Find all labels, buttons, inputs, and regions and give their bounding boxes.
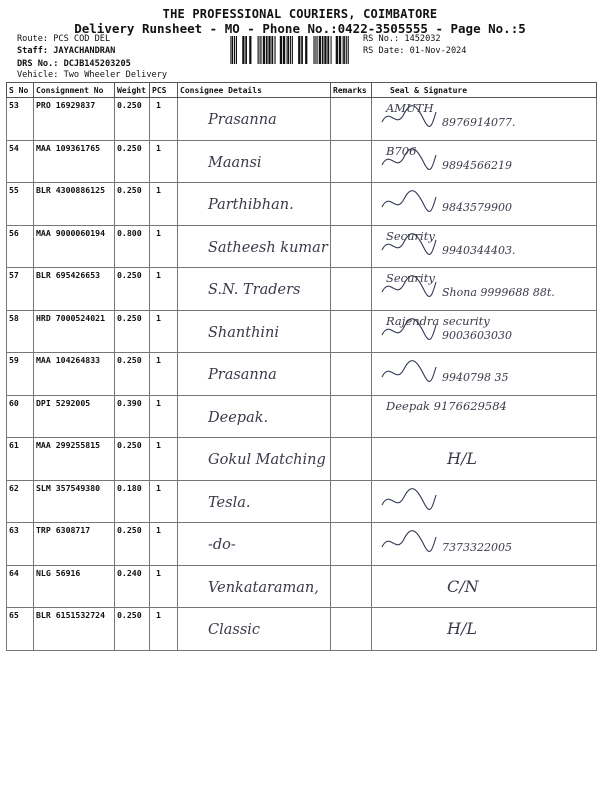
row-remarks <box>331 140 372 183</box>
barcode-bar <box>287 36 289 64</box>
row-consignment-no: BLR 4300886125 <box>34 183 115 226</box>
signature-scribble <box>378 355 438 389</box>
row-consignee <box>178 183 331 226</box>
column-header-consignment: Consignment No <box>34 83 115 98</box>
consignee-handwriting: Satheesh kumar <box>208 239 328 256</box>
barcode-bar <box>343 36 345 64</box>
consignee-handwriting: S.N. Traders <box>208 282 301 298</box>
row-signature-cell <box>372 395 597 438</box>
row-weight: 0.250 <box>115 608 150 651</box>
barcode-bar <box>336 36 338 64</box>
barcode-bar <box>260 36 261 64</box>
row-remarks <box>331 480 372 523</box>
barcode-bar <box>319 36 321 64</box>
row-consignment-no: SLM 357549380 <box>34 480 115 523</box>
rs-date: RS Date: 01-Nov-2024 <box>363 46 467 56</box>
barcode-bar <box>258 36 259 64</box>
column-header-signature: Seal & Signature <box>372 83 597 98</box>
row-pcs: 1 <box>150 353 178 396</box>
signature-handwriting: B706 <box>386 143 417 158</box>
signature-handwriting: Security <box>386 271 435 285</box>
table-row <box>7 523 597 566</box>
drs-number: DRS No.: DCJB145203205 <box>17 59 131 69</box>
row-weight: 0.240 <box>115 565 150 608</box>
signature-handwriting: Deepak 9176629584 <box>386 398 507 413</box>
barcode-bar <box>234 36 235 64</box>
barcode-bar <box>298 36 300 64</box>
row-consignee <box>178 310 331 353</box>
row-consignment-no: MAA 299255815 <box>34 438 115 481</box>
table-row <box>7 438 597 481</box>
row-consignment-no: BLR 6151532724 <box>34 608 115 651</box>
row-pcs: 1 <box>150 310 178 353</box>
row-consignee <box>178 480 331 523</box>
barcode-bar <box>292 36 293 64</box>
consignee-handwriting: Prasanna <box>208 112 277 128</box>
consignee-handwriting: Venkataraman, <box>208 579 319 596</box>
row-remarks <box>331 565 372 608</box>
row-sno: 61 <box>7 438 34 481</box>
row-pcs: 1 <box>150 565 178 608</box>
row-consignment-no: BLR 695426653 <box>34 268 115 311</box>
row-remarks <box>331 395 372 438</box>
row-sno: 65 <box>7 608 34 651</box>
table-row <box>7 608 597 651</box>
consignee-handwriting: Maansi <box>208 154 262 171</box>
consignee-handwriting: Shanthini <box>208 324 280 341</box>
row-consignment-no: HRD 7000524021 <box>34 310 115 353</box>
barcode-bar <box>327 36 329 64</box>
row-sno: 60 <box>7 395 34 438</box>
row-weight: 0.180 <box>115 480 150 523</box>
signature-handwriting: Rajendra security <box>386 313 490 328</box>
row-signature-cell <box>372 438 597 481</box>
column-header-weight: Weight <box>115 83 150 98</box>
barcode-bar <box>231 36 233 64</box>
table-row <box>7 268 597 311</box>
row-pcs: 1 <box>150 608 178 651</box>
row-remarks <box>331 523 372 566</box>
vehicle-label: Vehicle: Two Wheeler Delivery <box>17 70 168 80</box>
row-signature-cell <box>372 225 597 268</box>
row-pcs: 1 <box>150 140 178 183</box>
page-title: THE PROFESSIONAL COURIERS, COIMBATORE <box>162 7 438 21</box>
row-consignment-no: MAA 9000060194 <box>34 225 115 268</box>
row-consignment-no: PRO 16929837 <box>34 98 115 141</box>
barcode-bar <box>313 36 314 64</box>
row-consignee <box>178 395 331 438</box>
row-remarks <box>331 310 372 353</box>
table-row <box>7 183 597 226</box>
table-row <box>7 395 597 438</box>
barcode-bar <box>249 36 251 64</box>
row-sno: 54 <box>7 140 34 183</box>
barcode-bar <box>322 36 324 64</box>
page-subtitle: Delivery Runsheet - MO - Phone No.:0422-3505555 - Page No.:5 <box>74 21 526 36</box>
signature-handwriting: AMUTH <box>386 101 434 115</box>
barcode-bar <box>305 36 307 64</box>
row-sno: 58 <box>7 310 34 353</box>
row-weight: 0.250 <box>115 140 150 183</box>
row-consignee <box>178 140 331 183</box>
barcode-bar <box>242 36 244 64</box>
barcode-bar <box>315 36 316 64</box>
row-weight: 0.250 <box>115 98 150 141</box>
row-weight: 0.250 <box>115 268 150 311</box>
row-signature-cell <box>372 268 597 311</box>
barcode-bar <box>268 36 270 64</box>
signature-handwriting: C/N <box>447 576 479 596</box>
row-consignee <box>178 268 331 311</box>
row-remarks <box>331 225 372 268</box>
barcode-bar <box>317 36 318 64</box>
row-sno: 57 <box>7 268 34 311</box>
barcode-bar <box>230 36 231 64</box>
row-signature-cell <box>372 310 597 353</box>
table-row <box>7 98 597 141</box>
signature-handwriting: Security <box>386 228 435 243</box>
row-remarks <box>331 183 372 226</box>
barcode-bar <box>245 36 247 64</box>
route-label: Route: PCS COD DEL <box>17 34 111 44</box>
row-remarks <box>331 98 372 141</box>
row-consignment-no: MAA 104264833 <box>34 353 115 396</box>
row-pcs: 1 <box>150 480 178 523</box>
row-remarks <box>331 353 372 396</box>
table-row <box>7 353 597 396</box>
row-consignee <box>178 98 331 141</box>
row-sno: 53 <box>7 98 34 141</box>
barcode-bar <box>266 36 268 64</box>
barcode-bar <box>236 36 237 64</box>
row-weight: 0.390 <box>115 395 150 438</box>
row-sno: 59 <box>7 353 34 396</box>
row-remarks <box>331 438 372 481</box>
row-sno: 63 <box>7 523 34 566</box>
staff-label: Staff: JAYACHANDRAN <box>17 46 116 56</box>
row-pcs: 1 <box>150 225 178 268</box>
row-pcs: 1 <box>150 395 178 438</box>
row-signature-cell <box>372 565 597 608</box>
row-weight: 0.250 <box>115 310 150 353</box>
barcode-bar <box>290 36 291 64</box>
row-consignee <box>178 523 331 566</box>
barcode-bar <box>283 36 285 64</box>
column-header-consignee: Consignee Details <box>178 83 331 98</box>
row-weight: 0.800 <box>115 225 150 268</box>
barcode-bar <box>274 36 275 64</box>
rs-number: RS No.: 1452032 <box>363 34 441 44</box>
barcode-bar <box>348 36 349 64</box>
signature-phone-handwriting: 9894566219 <box>442 158 512 172</box>
row-sno: 56 <box>7 225 34 268</box>
consignee-handwriting: Classic <box>208 622 261 638</box>
row-pcs: 1 <box>150 98 178 141</box>
table-row <box>7 565 597 608</box>
column-header-remarks: Remarks <box>331 83 372 98</box>
table-row <box>7 480 597 523</box>
row-weight: 0.250 <box>115 523 150 566</box>
row-consignment-no: NLG 56916 <box>34 565 115 608</box>
row-consignment-no: DPI 5292005 <box>34 395 115 438</box>
row-consignment-no: TRP 6308717 <box>34 523 115 566</box>
signature-phone-handwriting: 8976914077. <box>442 116 516 129</box>
barcode-bar <box>330 36 331 64</box>
row-remarks <box>331 268 372 311</box>
signature-phone-handwriting: 9940798 35 <box>442 371 509 384</box>
row-sno: 55 <box>7 183 34 226</box>
consignee-handwriting: Gokul Matching <box>208 452 326 468</box>
row-pcs: 1 <box>150 438 178 481</box>
row-consignee <box>178 438 331 481</box>
signature-phone-handwriting: 9940344403. <box>442 243 516 257</box>
table-row <box>7 310 597 353</box>
table-row <box>7 140 597 183</box>
row-signature-cell <box>372 480 597 523</box>
consignee-handwriting: Prasanna <box>208 367 277 383</box>
row-pcs: 1 <box>150 523 178 566</box>
column-header-pcs: PCS <box>150 83 178 98</box>
consignee-handwriting: Tesla. <box>208 494 251 511</box>
row-consignee <box>178 225 331 268</box>
table-header-row <box>7 83 597 98</box>
row-consignee <box>178 565 331 608</box>
signature-phone-handwriting: 9843579900 <box>442 201 512 214</box>
barcode-bar <box>286 36 287 64</box>
barcode-bar <box>342 36 343 64</box>
signature-handwriting: H/L <box>447 619 477 638</box>
row-signature-cell <box>372 353 597 396</box>
row-consignee <box>178 353 331 396</box>
consignee-handwriting: Deepak. <box>208 409 269 426</box>
row-pcs: 1 <box>150 183 178 226</box>
signature-scribble <box>378 483 438 517</box>
row-signature-cell <box>372 523 597 566</box>
runsheet-table <box>6 82 597 651</box>
barcode-bar <box>263 36 265 64</box>
barcode-bar <box>346 36 347 64</box>
column-header-sno: S No <box>7 83 34 98</box>
row-remarks <box>331 608 372 651</box>
barcode-bar <box>261 36 262 64</box>
row-signature-cell <box>372 608 597 651</box>
row-weight: 0.250 <box>115 183 150 226</box>
row-consignee <box>178 608 331 651</box>
row-pcs: 1 <box>150 268 178 311</box>
barcode-bar <box>275 36 276 64</box>
signature-handwriting: H/L <box>447 449 477 468</box>
signature-phone-handwriting: 7373322005 <box>442 541 512 554</box>
signature-scribble <box>378 525 438 559</box>
row-signature-cell <box>372 183 597 226</box>
barcode-bar <box>271 36 273 64</box>
row-weight: 0.250 <box>115 438 150 481</box>
barcode-bar <box>324 36 326 64</box>
signature-phone-handwriting: Shona 9999688 88t. <box>442 286 555 299</box>
barcode-graphic <box>230 36 355 64</box>
signature-scribble <box>378 185 438 219</box>
row-signature-cell <box>372 98 597 141</box>
barcode-bar <box>339 36 341 64</box>
row-sno: 62 <box>7 480 34 523</box>
barcode-bar <box>331 36 332 64</box>
barcode-bar <box>280 36 282 64</box>
barcode-bar <box>301 36 303 64</box>
consignee-handwriting: Parthibhan. <box>208 197 294 213</box>
row-consignment-no: MAA 109361765 <box>34 140 115 183</box>
row-sno: 64 <box>7 565 34 608</box>
table-row <box>7 225 597 268</box>
signature-phone-handwriting: 9003603030 <box>442 328 512 342</box>
consignee-handwriting: -do- <box>208 537 236 553</box>
row-weight: 0.250 <box>115 353 150 396</box>
row-signature-cell <box>372 140 597 183</box>
